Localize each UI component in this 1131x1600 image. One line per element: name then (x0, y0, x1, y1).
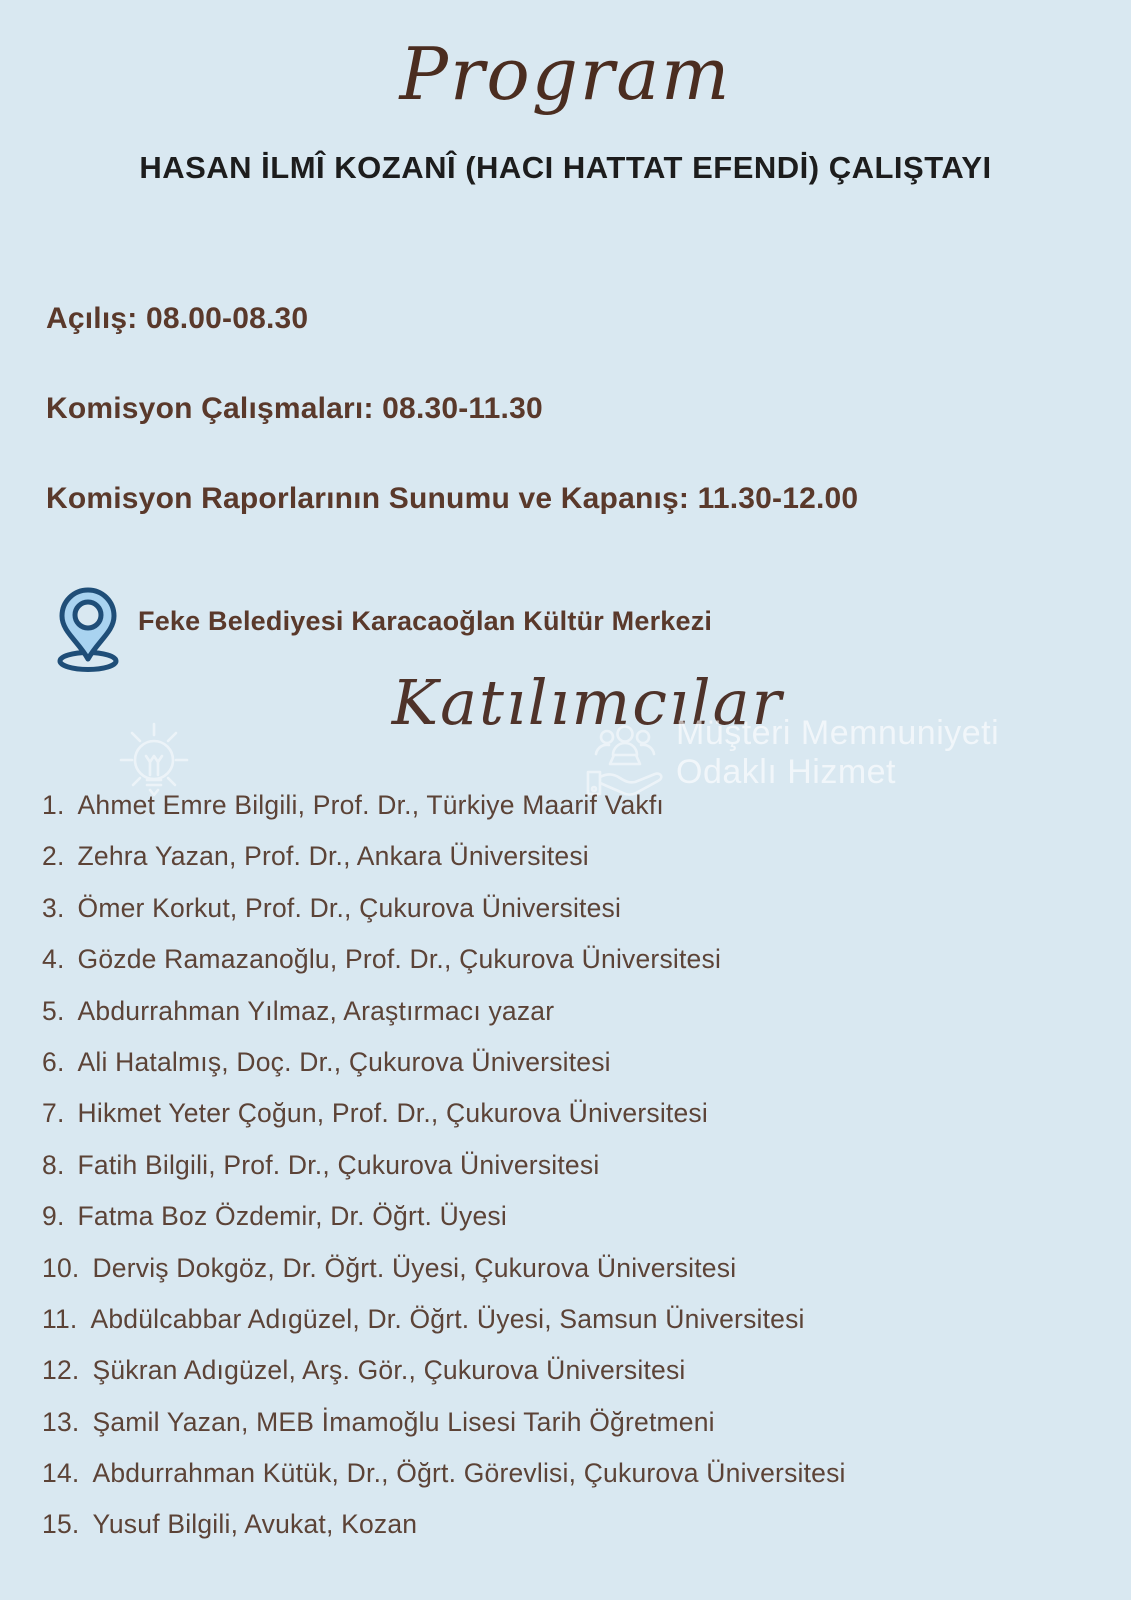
list-item (42, 1354, 1092, 1405)
participant-number: 2. (42, 841, 65, 872)
participant-text: Fatma Boz Özdemir, Dr. Öğrt. Üyesi (77, 1201, 507, 1232)
list-item (42, 892, 1092, 943)
participant-text: Abdülcabbar Adıgüzel, Dr. Öğrt. Üyesi, Samsun Üniversitesi (90, 1303, 805, 1334)
participant-text: Derviş Dokgöz, Dr. Öğrt. Üyesi, Çukurova Üniversitesi (92, 1252, 737, 1283)
venue-name: Feke Belediyesi Karacaoğlan Kültür Merkezi (138, 606, 713, 636)
participant-number: 11. (42, 1303, 78, 1334)
list-item (42, 995, 1092, 1046)
schedule-line-closing: Komisyon Raporlarının Sunumu ve Kapanış: 11.30-12.00 (46, 482, 859, 515)
participant-text: Şamil Yazan, MEB İmamoğlu Lisesi Tarih Öğretmeni (92, 1406, 715, 1437)
list-item (42, 1200, 1092, 1251)
participant-number: 5. (42, 995, 65, 1026)
list-item (42, 1457, 1092, 1508)
participant-text: Yusuf Bilgili, Avukat, Kozan (92, 1509, 418, 1540)
participant-text: Abdurrahman Kütük, Dr., Öğrt. Görevlisi, Çukurova Üniversitesi (92, 1458, 846, 1489)
page-title-script: Program (399, 32, 732, 116)
watermark-line-2: Odaklı Hizmet (676, 753, 896, 791)
participant-text: Zehra Yazan, Prof. Dr., Ankara Üniversitesi (77, 841, 589, 872)
participant-number: 7. (42, 1098, 65, 1129)
participant-number: 10. (42, 1252, 80, 1283)
list-item (42, 840, 1092, 891)
participants-list (42, 789, 1092, 1560)
schedule-line-commission-work: Komisyon Çalışmaları: 08.30-11.30 (46, 392, 543, 425)
participant-text: Abdurrahman Yılmaz, Araştırmacı yazar (77, 995, 555, 1026)
participant-text: Hikmet Yeter Çoğun, Prof. Dr., Çukurova Üniversitesi (77, 1098, 708, 1129)
workshop-title: HASAN İLMÎ KOZANÎ (HACI HATTAT EFENDİ) ÇALIŞTAYI (139, 150, 992, 185)
list-item (42, 789, 1092, 840)
list-item (42, 1303, 1092, 1354)
list-item (42, 1046, 1092, 1097)
list-item (42, 1508, 1092, 1559)
list-item (42, 1252, 1092, 1303)
participant-number: 3. (42, 892, 65, 923)
participant-number: 15. (42, 1509, 80, 1540)
map-pin-icon (52, 586, 124, 677)
participant-text: Fatih Bilgili, Prof. Dr., Çukurova Üniversitesi (77, 1149, 600, 1180)
participants-title-script: Katılımcılar (391, 666, 784, 739)
participant-number: 1. (42, 790, 65, 820)
participant-text: Gözde Ramazanoğlu, Prof. Dr., Çukurova Üniversitesi (77, 944, 722, 975)
participant-number: 4. (42, 944, 65, 975)
participant-number: 9. (42, 1201, 65, 1232)
watermark-text (676, 714, 999, 792)
participant-text: Şükran Adıgüzel, Arş. Gör., Çukurova Üniversitesi (92, 1355, 686, 1386)
participant-number: 13. (42, 1406, 80, 1437)
participant-text: Ahmet Emre Bilgili, Prof. Dr., Türkiye Maarif Vakfı (77, 790, 664, 820)
list-item (42, 1406, 1092, 1457)
participant-number: 12. (42, 1355, 80, 1386)
participant-number: 8. (42, 1149, 65, 1180)
participant-number: 14. (42, 1458, 80, 1489)
participant-text: Ali Hatalmış, Doç. Dr., Çukurova Üniversitesi (77, 1046, 611, 1077)
schedule-line-opening: Açılış: 08.00-08.30 (46, 302, 309, 335)
participant-text: Ömer Korkut, Prof. Dr., Çukurova Üniversitesi (77, 892, 622, 923)
list-item (42, 1149, 1092, 1200)
list-item (42, 943, 1092, 994)
watermark-line-1: Müşteri Memnuniyeti (676, 714, 1000, 752)
participant-number: 6. (42, 1046, 65, 1077)
list-item (42, 1097, 1092, 1148)
